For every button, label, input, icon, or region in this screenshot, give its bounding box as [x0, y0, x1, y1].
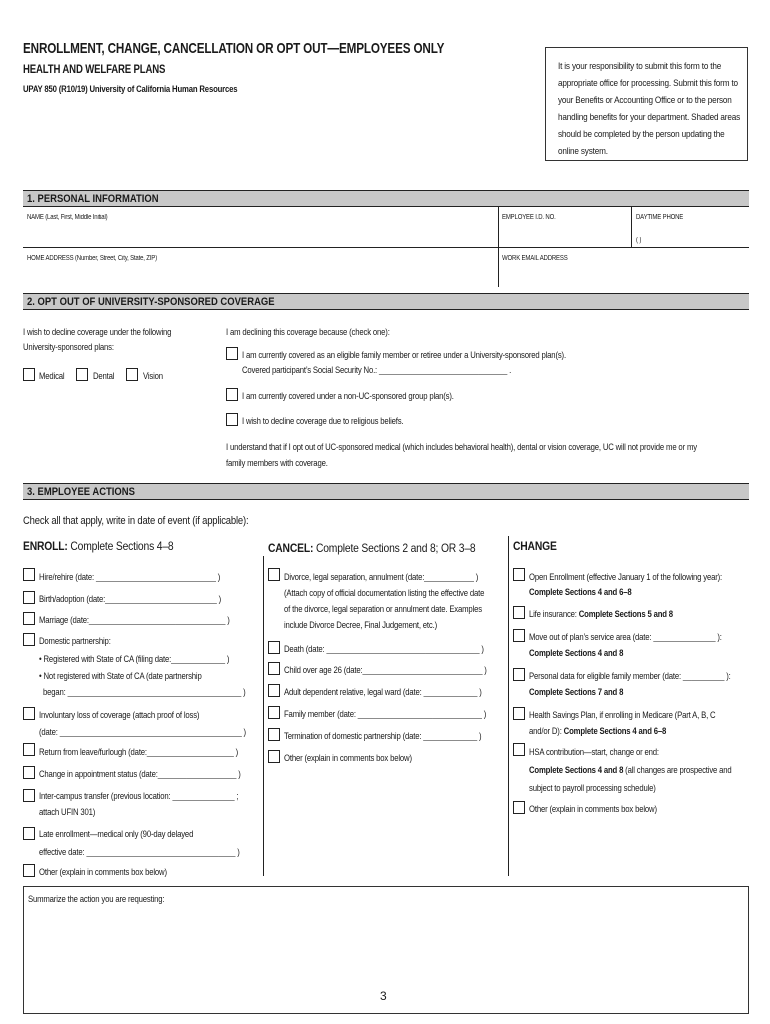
work-email-label: WORK EMAIL ADDRESS [502, 255, 568, 262]
reason-uc-plan-label: I am currently covered as an eligible family member or retiree under a University-sponsored plan(s). [242, 350, 566, 360]
child-over-26-checkbox[interactable] [268, 662, 280, 675]
hsa-label-2 [529, 764, 732, 776]
family-member-checkbox[interactable] [268, 706, 280, 719]
dp-registered-label: • Registered with State of CA (filing date:_____________ ) [39, 654, 230, 664]
death-label: Death (date: _____________________________________ ) [284, 644, 484, 654]
personal-data-label: Personal data for eligible family member (date: __________ ): [529, 671, 731, 681]
death-checkbox[interactable] [268, 641, 280, 654]
birth-label: Birth/adoption (date:___________________________ ) [39, 594, 222, 604]
life-insurance-label [529, 608, 673, 620]
transfer-attach-label: attach UFIN 301) [39, 807, 96, 817]
dp-label: Domestic partnership: [39, 636, 111, 646]
cancel-sub: Complete Sections 2 and 8; OR 3–8 [315, 541, 476, 555]
decline-intro: I wish to decline coverage under the following [23, 327, 172, 337]
section-2-header [23, 293, 749, 309]
adult-dependent-checkbox[interactable] [268, 684, 280, 697]
open-enrollment-sections: Complete Sections 4 and 6–8 [529, 587, 632, 597]
notice-line: your Benefits or Accounting Office or to the person [558, 95, 732, 106]
dp-not-registered-label: • Not registered with State of CA (date partnership [39, 671, 202, 681]
hsp-label: Health Savings Plan, if enrolling in Medicare (Part A, B, C [529, 710, 716, 720]
notice-line: handling benefits for your department. Shaded areas [558, 112, 740, 123]
section-3-title: 3. EMPLOYEE ACTIONS [27, 486, 135, 498]
decline-intro: University-sponsored plans: [23, 342, 114, 352]
family-label: Family member (date: ______________________________ ) [284, 709, 487, 719]
marriage-label: Marriage (date:_________________________________ ) [39, 615, 230, 625]
life-insurance-text: Life insurance: [529, 609, 579, 619]
loss-date-label: (date: ____________________________________________ ) [39, 727, 246, 737]
cancel-other-label: Other (explain in comments box below) [284, 753, 412, 763]
medical-checkbox[interactable] [23, 368, 35, 381]
health-savings-plan-checkbox[interactable] [513, 707, 525, 720]
name-field[interactable] [23, 207, 498, 247]
notice-line: should be completed by the person updating the [558, 129, 725, 140]
phone-format: ( ) [636, 237, 642, 244]
page-number: 3 [380, 989, 387, 1003]
enroll-other-label: Other (explain in comments box below) [39, 867, 167, 877]
form-id: UPAY 850 (R10/19) University of California Human Resources [23, 84, 238, 94]
life-insurance-checkbox[interactable] [513, 606, 525, 619]
dp-termination-checkbox[interactable] [268, 728, 280, 741]
hsp-text: and/or D): [529, 726, 564, 736]
hire-label: Hire/rehire (date: _____________________________ ) [39, 572, 221, 582]
open-enrollment-label: Open Enrollment (effective January 1 of the following year): [529, 572, 723, 582]
home-address-field[interactable] [23, 248, 498, 287]
return-label: Return from leave/furlough (date:_____________________ ) [39, 747, 239, 757]
employee-id-label: EMPLOYEE I.D. NO. [502, 214, 556, 221]
actions-instruction: Check all that apply, write in date of event (if applicable): [23, 515, 249, 527]
child-label: Child over age 26 (date:_____________________________ ) [284, 665, 487, 675]
section-2-title: 2. OPT OUT OF UNIVERSITY-SPONSORED COVERAGE [27, 296, 275, 308]
transfer-label: Inter-campus transfer (previous location: _______________ ; [39, 791, 239, 801]
section-3-header [23, 483, 749, 499]
hsa-note-2: subject to payroll processing schedule) [529, 783, 656, 793]
vision-label: Vision [143, 371, 163, 381]
late-date-label: effective date: ____________________________________ ) [39, 847, 240, 857]
loss-coverage-checkbox[interactable] [23, 707, 35, 720]
home-address-label: HOME ADDRESS (Number, Street, City, State, ZIP) [27, 255, 157, 262]
dental-checkbox[interactable] [76, 368, 88, 381]
hsp-label-2 [529, 725, 666, 737]
phone-label: DAYTIME PHONE [636, 214, 684, 221]
change-heading: CHANGE [513, 539, 557, 553]
marriage-checkbox[interactable] [23, 612, 35, 625]
divorce-label: Divorce, legal separation, annulment (date:____________ ) [284, 572, 479, 582]
hsa-label: HSA contribution—start, change or end: [529, 747, 659, 757]
notice-line: appropriate office for processing. Submit this form to [558, 78, 738, 89]
section-1-header [23, 190, 749, 206]
section-1-title: 1. PERSONAL INFORMATION [27, 193, 159, 205]
open-enrollment-checkbox[interactable] [513, 568, 525, 581]
return-leave-checkbox[interactable] [23, 743, 35, 756]
dp-began-label: began: __________________________________________ ) [43, 687, 246, 697]
change-other-checkbox[interactable] [513, 801, 525, 814]
divorce-note: (Attach copy of official documentation listing the effective date [284, 588, 485, 598]
cancel-heading [268, 541, 475, 555]
enroll-sub: Complete Sections 4–8 [70, 539, 174, 553]
reason-religious-checkbox[interactable] [226, 413, 238, 426]
late-enrollment-checkbox[interactable] [23, 827, 35, 840]
divorce-note: include Divorce Decree, Final Judgement, etc.) [284, 620, 437, 630]
reason-intro: I am declining this coverage because (check one): [226, 327, 390, 337]
personal-data-sections: Complete Sections 7 and 8 [529, 687, 624, 697]
work-email-field[interactable] [499, 248, 749, 287]
move-out-label: Move out of plan’s service area (date: _______________ ): [529, 632, 722, 642]
change-other-label: Other (explain in comments box below) [529, 804, 657, 814]
hsa-sections: Complete Sections 4 and 8 [529, 765, 624, 775]
opt-out-understanding: family members with coverage. [226, 458, 328, 468]
life-insurance-sections: Complete Sections 5 and 8 [578, 609, 673, 619]
appointment-change-checkbox[interactable] [23, 766, 35, 779]
hire-checkbox[interactable] [23, 568, 35, 581]
move-out-sections: Complete Sections 4 and 8 [529, 648, 624, 658]
divorce-checkbox[interactable] [268, 568, 280, 581]
notice-box [545, 47, 748, 161]
form-subtitle: HEALTH AND WELFARE PLANS [23, 62, 166, 76]
cancel-head: CANCEL: [268, 541, 314, 555]
form-title: ENROLLMENT, CHANGE, CANCELLATION OR OPT OUT—EMPLOYEES ONLY [23, 40, 445, 57]
name-label: NAME (Last, First, Middle Initial) [27, 214, 108, 221]
move-out-checkbox[interactable] [513, 629, 525, 642]
cancel-other-checkbox[interactable] [268, 750, 280, 763]
enroll-heading [23, 539, 173, 553]
adult-label: Adult dependent relative, legal ward (date: _____________ ) [284, 687, 482, 697]
divorce-note: of the divorce, legal separation or annulment date. Examples [284, 604, 482, 614]
hsa-contribution-checkbox[interactable] [513, 743, 525, 756]
hsp-sections: Complete Sections 4 and 6–8 [563, 726, 667, 736]
notice-line: It is your responsibility to submit this form to the [558, 61, 722, 72]
hsa-note: (all changes are prospective and [623, 765, 732, 775]
appointment-label: Change in appointment status (date:___________________ ) [39, 769, 241, 779]
reason-religious-label: I wish to decline coverage due to religious beliefs. [242, 416, 404, 426]
birth-checkbox[interactable] [23, 591, 35, 604]
domestic-partnership-checkbox[interactable] [23, 633, 35, 646]
phone-field[interactable] [632, 207, 749, 247]
transfer-checkbox[interactable] [23, 789, 35, 802]
ssn-field-label: Covered participant’s Social Security No.: _______________________________ . [242, 365, 512, 375]
reason-non-uc-label: I am currently covered under a non-UC-sponsored group plan(s). [242, 391, 454, 401]
reason-non-uc-checkbox[interactable] [226, 388, 238, 401]
dental-label: Dental [93, 371, 115, 381]
late-label: Late enrollment—medical only (90-day delayed [39, 829, 194, 839]
summary-label: Summarize the action you are requesting: [28, 894, 165, 904]
termination-label: Termination of domestic partnership (date: _____________ ) [284, 731, 482, 741]
medical-label: Medical [39, 371, 65, 381]
enroll-other-checkbox[interactable] [23, 864, 35, 877]
employee-id-field[interactable] [499, 207, 631, 247]
loss-label: Involuntary loss of coverage (attach proof of loss) [39, 710, 200, 720]
notice-line: online system. [558, 146, 608, 157]
reason-uc-plan-checkbox[interactable] [226, 347, 238, 360]
opt-out-understanding: I understand that if I opt out of UC-sponsored medical (which includes behavioral health), dental or vision coverage, UC will not provide me or my [226, 442, 697, 452]
enroll-head: ENROLL: [23, 539, 68, 553]
vision-checkbox[interactable] [126, 368, 138, 381]
personal-data-checkbox[interactable] [513, 668, 525, 681]
